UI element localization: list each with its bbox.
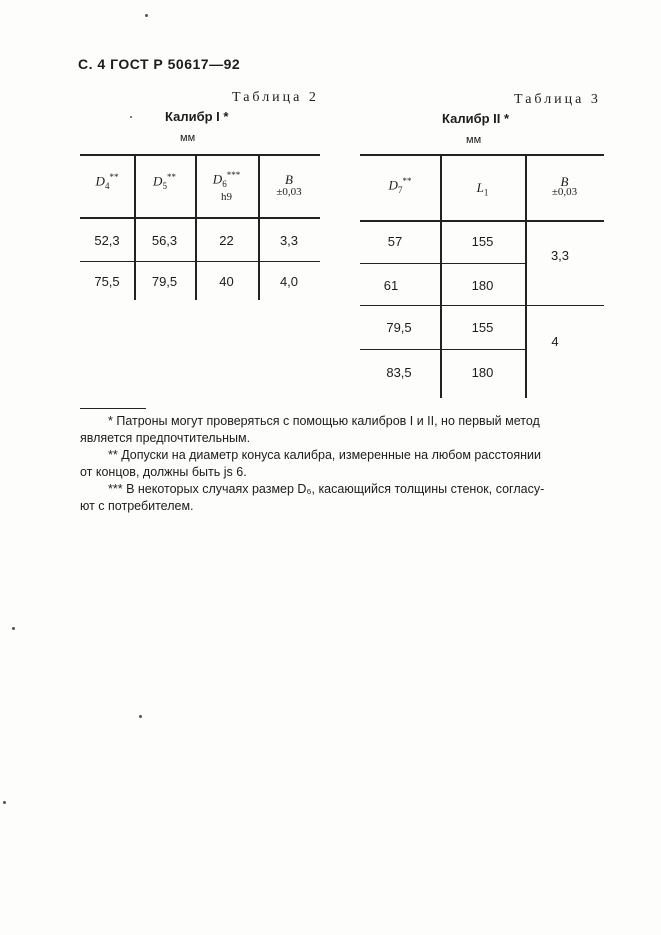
table3-cell: 155: [471, 234, 494, 249]
table2-unit: мм: [180, 132, 196, 144]
footnote-1-line1: * Патроны могут проверяться с помощью калибров I и II, но первый метод: [108, 414, 540, 428]
footnote-3-line2: ют с потребителем.: [80, 499, 194, 513]
footnotes: [80, 413, 600, 515]
table2-cell: 79,5: [151, 274, 178, 289]
table3-row-rule: [360, 305, 604, 306]
table2-cell: 3,3: [279, 233, 299, 248]
table2-cell: 56,3: [151, 233, 178, 248]
scan-speck: [139, 715, 142, 718]
table3-b-merged: 3,3: [550, 248, 570, 263]
table3-caption: Таблица 3: [514, 92, 601, 107]
scan-speck: [12, 627, 15, 630]
table3-cell: 61: [383, 278, 399, 293]
table2-header-b: B: [285, 172, 293, 187]
table3-cell: 79,5: [386, 320, 412, 335]
table2-cell: 75,5: [94, 274, 120, 289]
page-header: С. 4 ГОСТ Р 50617—92: [78, 56, 241, 72]
table2-row-rule: [80, 261, 320, 262]
table3-top-rule: [360, 154, 604, 156]
table3-b-merged: 4: [551, 334, 559, 349]
table3-header-rule: [360, 220, 604, 222]
table2-header-d4: $D_4^{**}$: [95, 172, 119, 191]
table2-caption: Таблица 2: [232, 90, 319, 105]
table3-header-b: B: [560, 174, 569, 189]
table3-header-l1: $L_1$: [476, 180, 489, 198]
table3-header-d7: $D_7^{**}$: [388, 176, 412, 195]
scan-speck: [130, 116, 132, 118]
table2-top-rule: [80, 154, 320, 156]
footnote-rule: [80, 408, 146, 409]
table3-name: Калибр II *: [442, 111, 510, 126]
table2-name: Калибр I *: [165, 109, 229, 124]
table2-header-b-tolerance: ±0,03: [276, 186, 302, 198]
table2-header-d5: $D_5^{**}$: [153, 172, 176, 191]
table3-cell: 83,5: [386, 365, 412, 380]
table2-header-d6-fit: h9: [221, 191, 232, 203]
footnote-3-line1: *** В некоторых случаях размер D₆, касающийся толщины стенок, согласу-: [108, 482, 545, 496]
table2-header-d6: $D_6^{***}$: [212, 170, 241, 189]
table3-row-rule: [360, 349, 525, 350]
table3-cell: 57: [387, 234, 403, 249]
table2-cell: 4,0: [279, 274, 299, 289]
table3-header-b-tolerance: ±0,03: [551, 186, 578, 198]
table3-cell: 155: [471, 320, 494, 335]
table2-header-rule: [80, 217, 320, 219]
table3-row-rule: [360, 263, 525, 264]
scan-speck: [145, 14, 148, 17]
table3-unit: мм: [466, 134, 482, 146]
table3-cell: 180: [471, 278, 494, 293]
footnote-2-line1: ** Допуски на диаметр конуса калибра, измеренные на любом расстоянии: [108, 448, 542, 462]
footnote-1-line2: является предпочтительным.: [80, 431, 251, 445]
table2-cell: 40: [219, 274, 234, 289]
table2-cell: 52,3: [94, 233, 120, 248]
footnote-2-line2: от концов, должны быть js 6.: [80, 465, 247, 479]
scan-speck: [3, 801, 6, 804]
table2-cell: 22: [219, 233, 234, 248]
table3-cell: 180: [471, 365, 494, 380]
